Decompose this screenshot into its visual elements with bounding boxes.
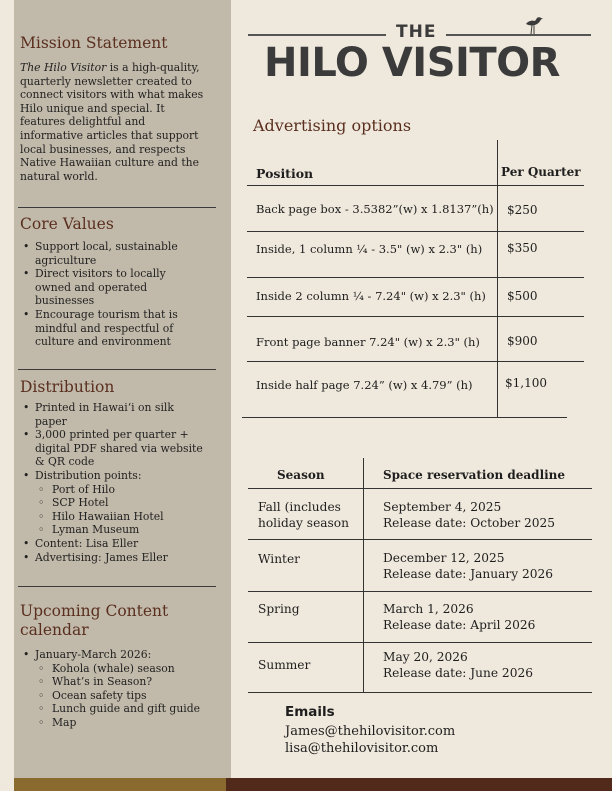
emails-title: Emails [285,704,335,720]
masthead-the: THE [396,22,437,42]
row-divider [247,316,584,317]
distribution-section [20,378,205,564]
season-cell: Spring [258,602,300,616]
upcoming-title: Upcoming Content calendar [20,602,169,639]
publication-name: The Hilo Visitor [20,61,107,74]
table-row-position: Inside half page 7.24” (w) x 4.79” (h) [256,378,473,392]
list-item: • 3,000 printed per quarter + digital PDF shared via website & QR code [20,428,205,469]
upcoming-section [20,602,205,730]
row-divider [248,539,592,540]
core-values-list [20,240,205,349]
table-row-position: Front page banner 7.24" (w) x 2.3" (h) [256,335,480,349]
list-item [20,469,205,537]
upcoming-topics [35,662,205,730]
divider [18,369,216,370]
core-values-section [20,215,205,349]
deadline-date: March 1, 2026 [383,602,474,616]
list-item: ◦ Port of Hilo [35,483,205,497]
list-item [20,648,205,730]
row-divider [248,488,592,489]
column-divider [497,140,498,418]
table-row-position: Back page box - 3.5382”(w) x 1.8137”(h) [256,202,494,216]
list-item: • Advertising: James Eller [20,551,205,565]
row-divider [247,277,584,278]
masthead-rule-left [248,34,386,36]
release-date: Release date: January 2026 [383,567,553,581]
list-item: ◦ What’s in Season? [35,675,205,689]
masthead-title: HILO VISITOR [264,40,560,86]
table-row-price: $350 [507,241,538,255]
row-divider [248,642,592,643]
list-item: • Direct visitors to locally owned and operated businesses [20,267,205,308]
deadline-date: December 12, 2025 [383,551,505,565]
column-header-price: Per Quarter [501,165,581,179]
row-divider [247,231,584,232]
list-item: • Printed in Hawai‘i on silk paper [20,401,205,428]
column-header-season: Season [277,468,325,482]
mission-section [20,34,205,183]
column-header-position: Position [256,166,314,181]
email-link-lisa[interactable]: lisa@thehilovisitor.com [285,741,439,756]
row-divider [248,692,592,693]
list-item: ◦ Kohola (whale) season [35,662,205,676]
divider [18,207,216,208]
deadline-date: May 20, 2026 [383,650,468,664]
row-divider [248,591,592,592]
column-header-deadline: Space reservation deadline [383,468,566,482]
deadline-cell [383,499,555,531]
deadline-cell [383,550,553,582]
list-item: ◦ Hilo Hawaiian Hotel [35,510,205,524]
mission-text [20,61,205,183]
list-item: ◦ Ocean safety tips [35,689,205,703]
release-date: Release date: April 2026 [383,618,536,632]
table-row-price: $1,100 [505,376,547,390]
deadline-cell [383,649,533,681]
bird-icon [522,12,544,34]
footer-stripe-gold [14,778,226,791]
table-row-price: $500 [507,289,538,303]
list-item: ◦ Lyman Museum [35,523,205,537]
deadline-date: September 4, 2025 [383,500,502,514]
table-row-position: Inside 2 column ¼ - 7.24" (w) x 2.3" (h) [256,289,486,303]
list-item: ◦ Map [35,716,205,730]
upcoming-list [20,648,205,730]
advertising-table [242,140,592,420]
season-cell: Winter [258,552,300,566]
masthead-rule-right [446,34,591,36]
season-cell: Summer [258,658,311,672]
list-item: • Encourage tourism that is mindful and respectful of culture and environment [20,308,205,349]
list-item: ◦ SCP Hotel [35,496,205,510]
upcoming-period: January-March 2026: [35,648,152,661]
footer-stripe-brown [226,778,612,791]
divider [18,586,216,587]
mission-title: Mission Statement [20,34,168,52]
distribution-list [20,401,205,564]
list-item: • Support local, sustainable agriculture [20,240,205,267]
row-divider [247,361,584,362]
distribution-points [35,483,205,537]
row-divider [242,417,567,418]
row-divider [247,185,584,186]
table-row-position: Inside, 1 column ¼ - 3.5" (w) x 2.3" (h) [256,242,483,256]
email-link-james[interactable]: James@thehilovisitor.com [285,723,456,739]
mission-body: is a high-quality, quarterly newsletter created to connect visitors with what makes Hilo unique and special. It features delightful and informative articles that support local businesses, and respects Native Hawaiian culture and the natural world. [20,61,204,183]
distribution-points-label: Distribution points: [35,468,142,482]
column-divider [363,458,364,692]
release-date: Release date: June 2026 [383,666,533,680]
table-row-price: $250 [507,203,538,217]
advertising-heading: Advertising options [253,116,412,135]
release-date: Release date: October 2025 [383,516,556,530]
list-item: • Content: Lisa Eller [20,537,205,551]
list-item: ◦ Lunch guide and gift guide [35,702,205,716]
deadline-table [248,458,592,698]
season-cell: Fall (includes holiday season [258,500,349,530]
deadline-cell [383,601,535,633]
emails-block [285,704,455,758]
distribution-title: Distribution [20,378,115,396]
core-values-title: Core Values [20,215,114,233]
table-row-price: $900 [507,334,538,348]
